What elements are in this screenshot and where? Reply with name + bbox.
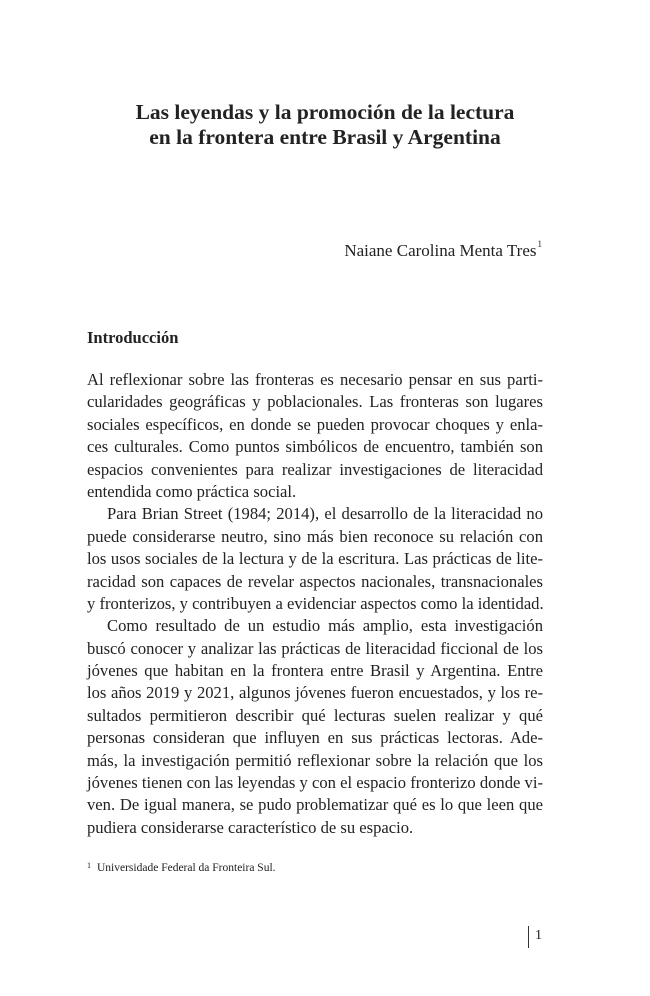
chapter-title-line-1: Las leyendas y la promoción de la lectura [135, 100, 515, 124]
footnote-reference: 1 [537, 239, 542, 249]
text-line: ces culturales. Como puntos simbólicos de encuentro, también son [87, 437, 543, 457]
text-line: personas consideran que influyen en sus prácticas lectoras. Ade- [87, 728, 543, 748]
page-number-rule [528, 926, 529, 948]
chapter-title-line-2: en la frontera entre Brasil y Argentina [149, 125, 501, 149]
text-line: Al reflexionar sobre las fronteras es necesario pensar en sus parti- [87, 370, 543, 389]
text-line: Como resultado de un estudio más amplio, esta investigación [107, 616, 543, 636]
text-line: los usos sociales de la lectura y de la escritura. Las prácticas de lite- [87, 549, 543, 569]
paragraph [87, 369, 543, 503]
body-text [87, 369, 543, 839]
text-line: ven. De igual manera, se pudo problematizar qué es lo que leen que [87, 795, 543, 815]
author-byline [344, 241, 542, 261]
text-line: sociales específicos, en donde se pueden provocar choques y enla- [87, 414, 543, 434]
text-line: buscó conocer y analizar las prácticas de literacidad ficcional de los [87, 638, 543, 658]
page-number: 1 [535, 928, 542, 943]
chapter-title [60, 100, 590, 150]
text-line: los años 2019 y 2021, algunos jóvenes fueron encuestados, y los re- [87, 683, 543, 703]
text-line: pudiera considerarse característico de su espacio. [87, 817, 414, 837]
text-line: cularidades geográficas y poblacionales. Las fronteras son lugares [87, 392, 543, 412]
text-line: sultados permitieron describir qué lecturas suelen realizar y qué [87, 705, 543, 725]
text-line: jóvenes que habitan en la frontera entre Brasil y Argentina. Entre [87, 661, 543, 681]
footnote [87, 862, 276, 874]
text-line: espacios convenientes para realizar investigaciones de literacidad [87, 459, 543, 479]
text-line: más, la investigación permitió reflexionar sobre la relación que los [87, 750, 543, 770]
section-heading: Introducción [87, 328, 179, 347]
text-line: puede considerarse neutro, sino más bien reconoce su relación con [87, 526, 543, 546]
footnote-text: Universidade Federal da Fronteira Sul. [97, 862, 276, 874]
text-line: entendida como práctica social. [87, 481, 297, 501]
text-line: racidad son capaces de revelar aspectos nacionales, transnacionales [87, 571, 543, 591]
footnote-number: 1 [87, 861, 91, 870]
paragraph [87, 615, 543, 839]
author-name: Naiane Carolina Menta Tres [344, 241, 537, 260]
text-line: y fronterizos, y contribuyen a evidenciar aspectos como la identidad. [87, 593, 544, 613]
paragraph [87, 503, 543, 615]
text-line: Para Brian Street (1984; 2014), el desarrollo de la literacidad no [107, 504, 543, 524]
text-line: jóvenes tienen con las leyendas y con el espacio fronterizo donde vi- [87, 773, 543, 793]
